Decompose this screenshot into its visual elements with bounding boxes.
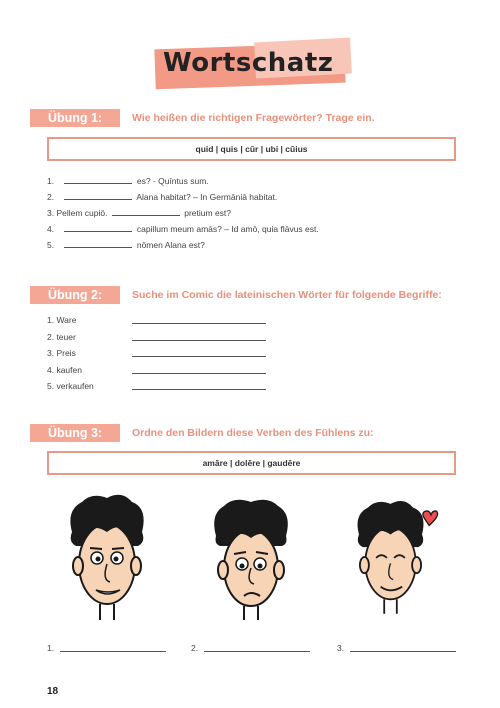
item-number: 4. <box>47 224 55 234</box>
exercise2-label: Übung 2: <box>30 286 120 304</box>
item-text-after: es? - Quīntus sum. <box>136 176 209 186</box>
page-number: 18 <box>47 686 59 697</box>
answer-blank[interactable] <box>64 223 132 232</box>
item-text-after: Alana habitat? – In Germāniā habitat. <box>136 192 278 202</box>
exercise2-item-5: 5. verkaufen <box>47 381 94 391</box>
exercise3-number-3: 3. <box>337 643 345 653</box>
exercise2-item-2: 2. teuer <box>47 332 76 342</box>
in-love-face-image <box>350 492 440 622</box>
item-text-after: pretium est? <box>184 208 232 218</box>
item-number: 2. <box>47 192 55 202</box>
answer-blank[interactable] <box>64 191 132 200</box>
answer-line[interactable] <box>60 651 166 652</box>
title-part1: Wort <box>163 48 236 78</box>
exercise3-number-2: 2. <box>191 643 199 653</box>
exercise3-question: Ordne den Bildern diese Verben des Fühlens zu: <box>132 427 374 439</box>
item-number: 5. <box>47 240 55 250</box>
item-text-after: capillum meum amās? – Id amō, quia flāvus est. <box>136 224 319 234</box>
answer-line[interactable] <box>204 651 310 652</box>
exercise1-word-box: quid | quis | cūr | ubi | cūius <box>47 137 456 161</box>
title-text <box>163 48 333 78</box>
title-part2: schatz <box>235 48 334 78</box>
item-number: 1. <box>47 176 55 186</box>
exercise1-question: Wie heißen die richtigen Fragewörter? Trage ein. <box>132 112 375 124</box>
exercise2-header <box>30 285 442 305</box>
answer-line[interactable] <box>132 340 266 341</box>
exercise2-item-3: 3. Preis <box>47 348 76 358</box>
answer-line[interactable] <box>132 389 266 390</box>
exercise1-label: Übung 1: <box>30 109 120 127</box>
item-text-before: Pellem cupiō. <box>56 208 108 218</box>
answer-blank[interactable] <box>64 239 132 248</box>
exercise3-header <box>30 423 374 443</box>
answer-blank[interactable] <box>112 207 180 216</box>
exercise3-number-1: 1. <box>47 643 55 653</box>
answer-blank[interactable] <box>64 175 132 184</box>
item-text-after: nōmen Alana est? <box>136 240 205 250</box>
exercise1-item-4 <box>47 223 319 235</box>
exercise1-item-3 <box>47 207 231 219</box>
exercise2-question: Suche im Comic die lateinischen Wörter für folgende Begriffe: <box>132 289 442 301</box>
page-title <box>155 40 353 86</box>
answer-line[interactable] <box>132 323 266 324</box>
exercise3-word-box: amāre | dolēre | gaudēre <box>47 451 456 475</box>
exercise1-header <box>30 108 375 128</box>
exercise2-item-4: 4. kaufen <box>47 365 82 375</box>
exercise1-item-2 <box>47 191 277 203</box>
heart-icon <box>423 511 438 526</box>
answer-line[interactable] <box>132 356 266 357</box>
sad-face-image <box>206 492 296 622</box>
exercise3-label: Übung 3: <box>30 424 120 442</box>
neutral-face-image <box>62 492 152 622</box>
item-number: 3. <box>47 208 55 218</box>
answer-line[interactable] <box>350 651 456 652</box>
exercise2-item-1: 1. Ware <box>47 315 77 325</box>
exercise1-item-1 <box>47 175 209 187</box>
exercise1-item-5 <box>47 239 205 251</box>
answer-line[interactable] <box>132 373 266 374</box>
